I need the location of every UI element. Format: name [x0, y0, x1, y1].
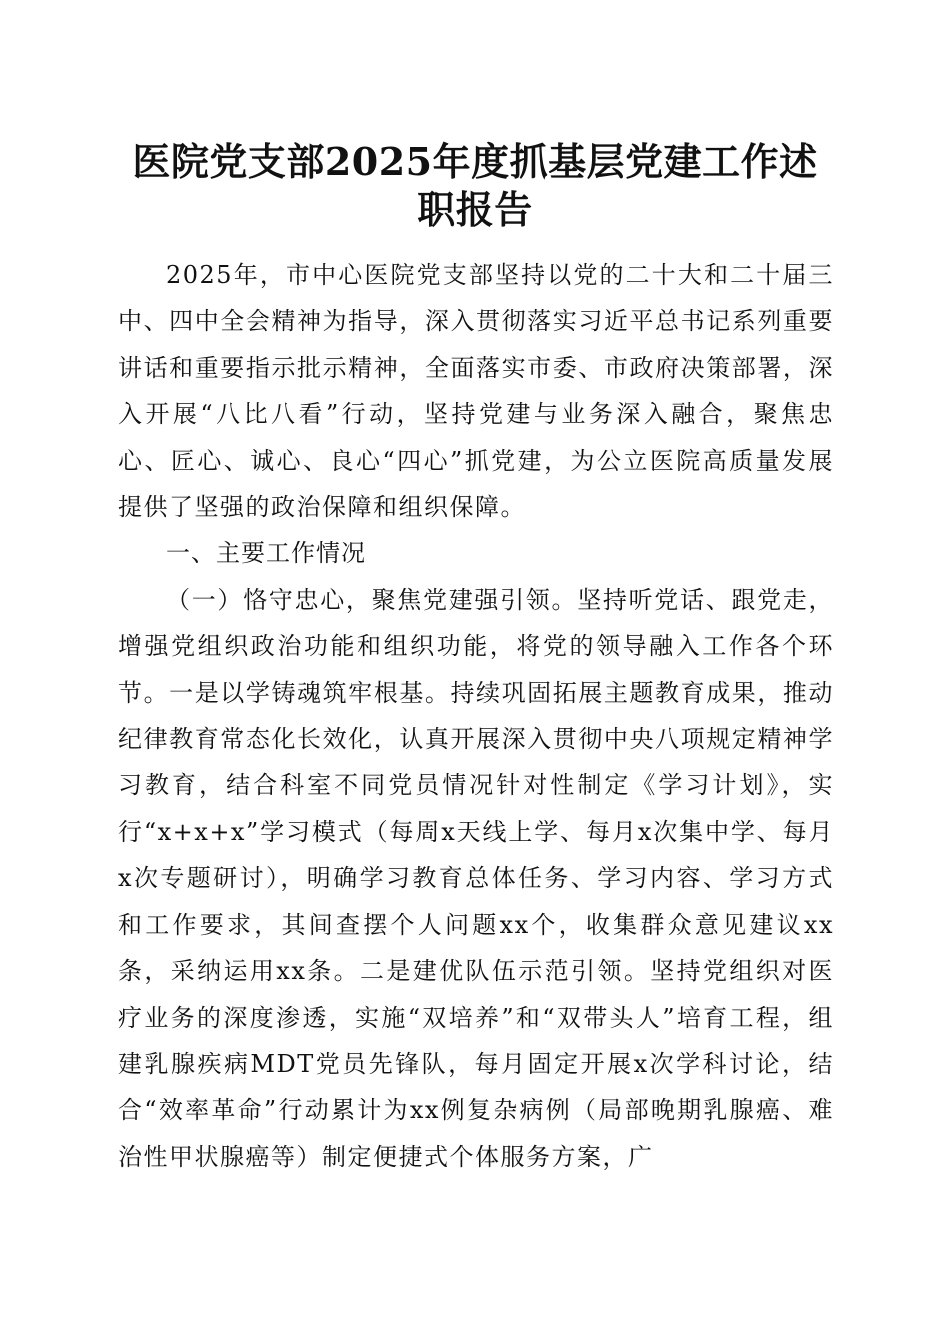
document-body [118, 252, 834, 1180]
document-title: 医院党支部2025年度抓基层党建工作述职报告 [132, 139, 818, 232]
section-heading-main-work: 一、主要工作情况 [166, 539, 366, 568]
section-1-paragraph: （一）恪守忠心，聚焦党建强引领。坚持听党话、跟党走，增强党组织政治功能和组织功能，将党的领导融入工作各个环节。一是以学铸魂筑牢根基。持续巩固拓展主题教育成果，推动纪律教育常态化长效化，认真开展深入贯彻中央八项规定精神学习教育，结合科室不同党员情况针对性制定《学习计划》，实行“x+x+x”学习模式（每周x天线上学、每月x次集中学、每月x次专题研讨），明确学习教育总体任务、学习内容、学习方式和工作要求，其间查摆个人问题xx个，收集群众意见建议xx条，采纳运用xx条。二是建优队伍示范引领。坚持党组织对医疗业务的深度渗透，实施“双培养”和“双带头人”培育工程，组建乳腺疾病MDT党员先锋队，每月固定开展x次学科讨论，结合“效率革命”行动累计为xx例复杂病例（局部晚期乳腺癌、难治性甲状腺癌等）制定便捷式个体服务方案，广 [118, 585, 834, 1171]
intro-paragraph: 2025年，市中心医院党支部坚持以党的二十大和二十届三中、四中全会精神为指导，深入贯彻落实习近平总书记系列重要讲话和重要指示批示精神，全面落实市委、市政府决策部署，深入开展“八比八看”行动，坚持党建与业务深入融合，聚焦忠心、匠心、诚心、良心“四心”抓党建，为公立医院高质量发展提供了坚强的政治保障和组织保障。 [118, 261, 834, 522]
